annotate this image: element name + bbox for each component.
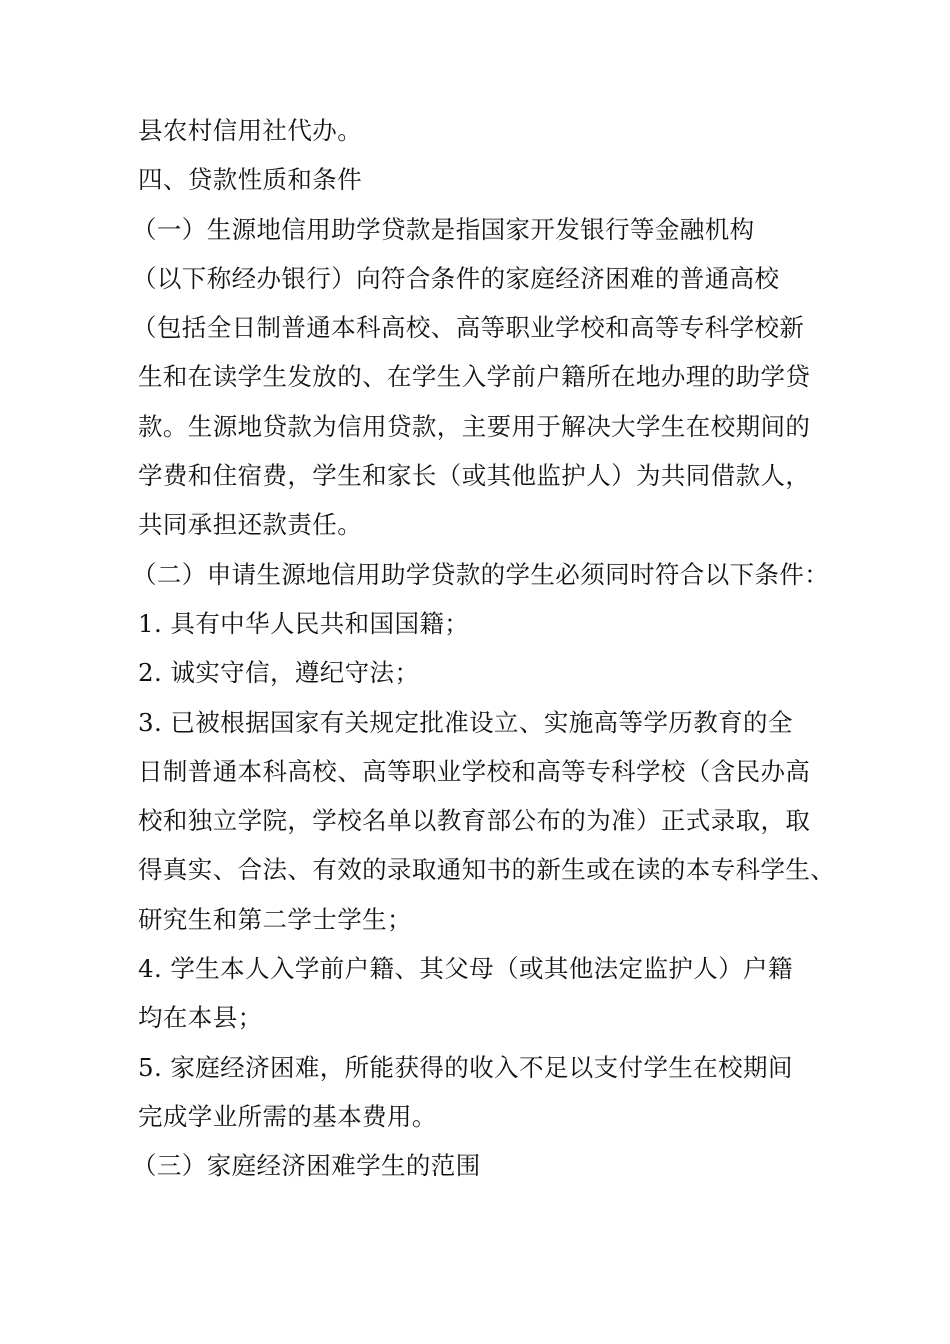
section-heading: 四、贷款性质和条件 [138,165,363,195]
document-body [132,106,868,1191]
text-line: （二）申请生源地信用助学贷款的学生必须同时符合以下条件： [132,559,830,589]
list-item: 3. 已被根据国家有关规定批准设立、实施高等学历教育的全 [138,707,793,737]
text-line: 款。生源地贷款为信用贷款，主要用于解决大学生在校期间的 [138,411,811,441]
text-line: 得真实、合法、有效的录取通知书的新生或在读的本专科学生、 [138,855,836,885]
text-line: 学费和住宿费，学生和家长（或其他监护人）为共同借款人， [138,461,811,491]
text-line: （以下称经办银行）向符合条件的家庭经济困难的普通高校 [132,263,780,293]
list-item: 5. 家庭经济困难，所能获得的收入不足以支付学生在校期间 [138,1052,793,1082]
text-line: 校和独立学院，学校名单以教育部公布的为准）正式录取，取 [138,806,811,836]
list-item: 4. 学生本人入学前户籍、其父母（或其他法定监护人）户籍 [138,954,793,984]
text-line: 均在本县； [138,1003,263,1033]
text-line: 日制普通本科高校、高等职业学校和高等专科学校（含民办高 [138,756,811,786]
section-heading: （三）家庭经济困难学生的范围 [132,1151,481,1181]
text-line: 生和在读学生发放的、在学生入学前户籍所在地办理的助学贷 [138,362,811,392]
text-line: 研究生和第二学士学生； [138,904,412,934]
text-line: 县农村信用社代办。 [138,116,363,145]
list-item: 2. 诚实守信，遵纪守法； [138,658,420,688]
text-line: 共同承担还款责任。 [138,510,363,540]
text-line: （包括全日制普通本科高校、高等职业学校和高等专科学校新 [132,313,805,343]
text-line: 完成学业所需的基本费用。 [138,1101,437,1131]
text-line: （一）生源地信用助学贷款是指国家开发银行等金融机构 [132,214,755,244]
list-item: 1. 具有中华人民共和国国籍； [138,608,470,638]
